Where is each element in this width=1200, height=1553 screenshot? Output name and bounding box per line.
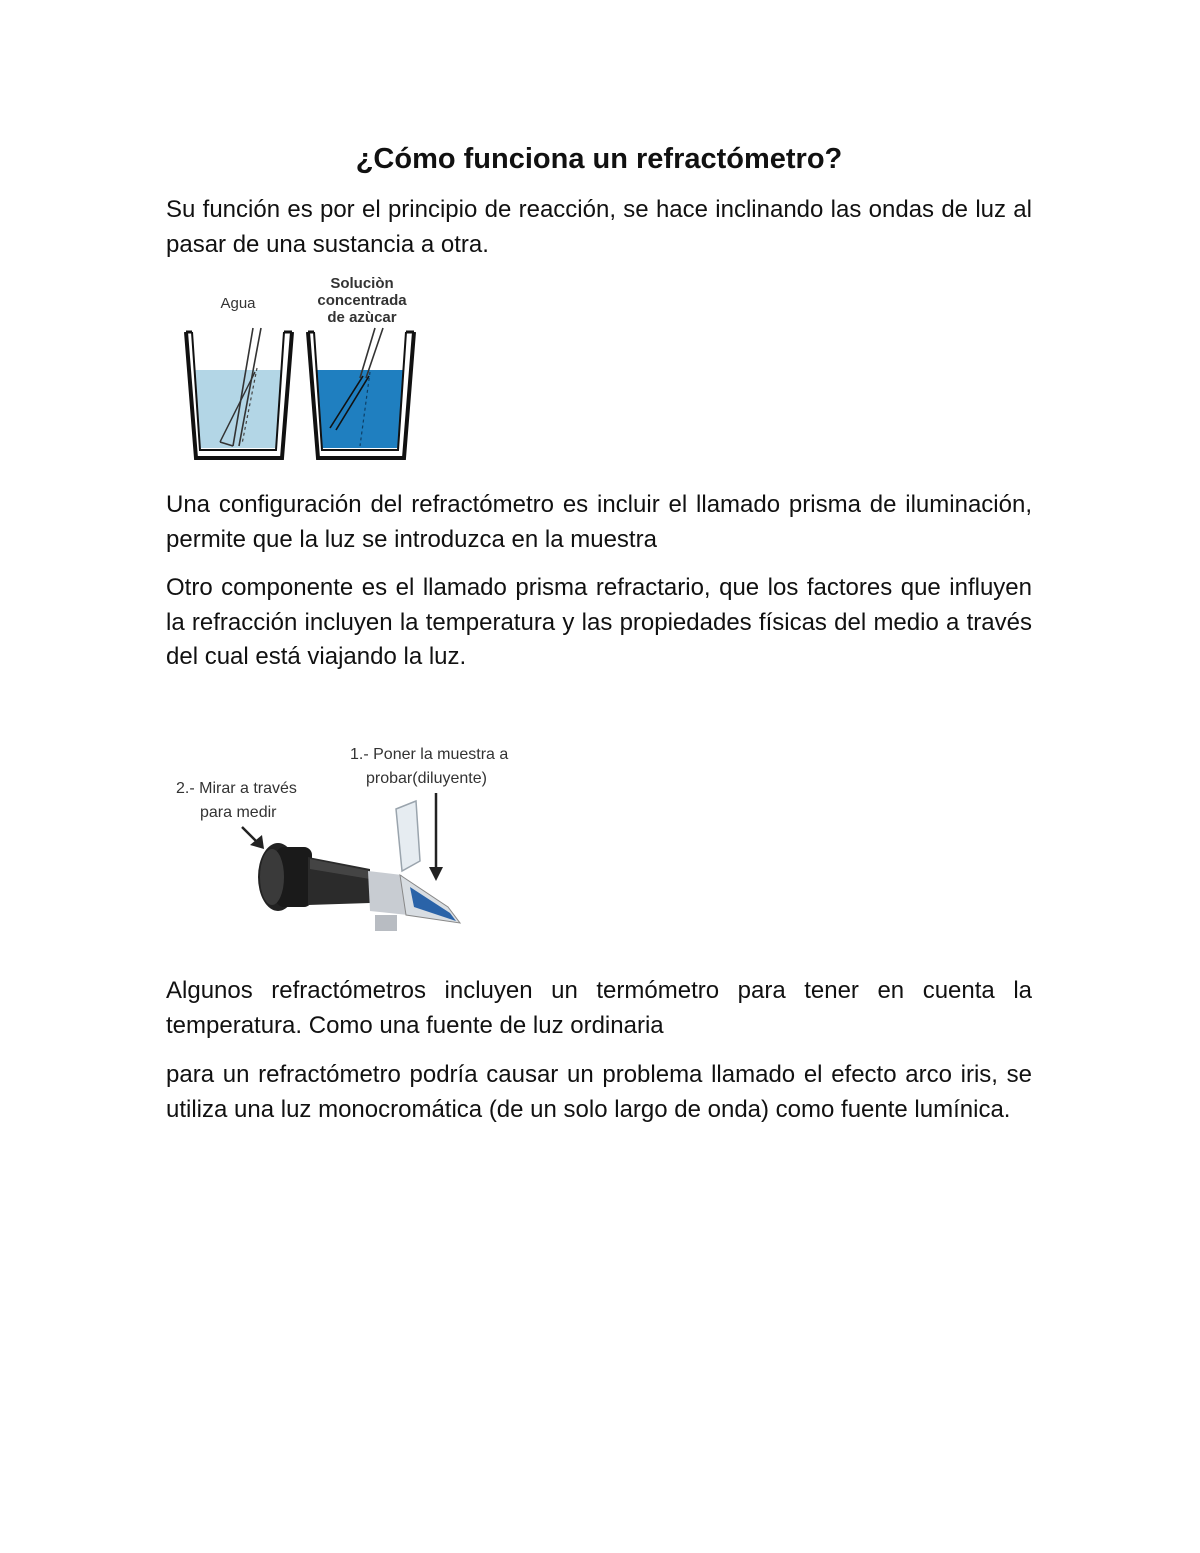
paragraph-2: Una configuración del refractómetro es incluir el llamado prisma de iluminación, permite que la luz se introduzca en la muestra [166,491,1032,553]
refractometer-device [258,801,460,931]
arrow-eyepiece-icon [242,827,264,849]
paragraph-3: Otro componente es el llamado prisma refractario, que los factores que influyen la refracción incluyen la temperatura y las propiedades físicas del medio a través del cual está viajando la luz. [166,574,1032,670]
refractometer-figure [170,735,540,950]
sugar-label-line1: Soluciòn [330,275,394,292]
beakers-figure [170,268,430,470]
step1-label-line1: 1.- Poner la muestra a [350,746,509,763]
sugar-beaker [308,328,414,458]
sugar-label-line2: concentrada [317,292,407,309]
step1-label-line2: probar(diluyente) [366,770,487,787]
step2-label-line2: para medir [200,804,277,821]
paragraph-1: Su función es por el principio de reacción, se hace inclinando las ondas de luz al pasar de una sustancia a otra. [166,196,1032,258]
step2-label-line1: 2.- Mirar a través [176,780,297,797]
sugar-label-line3: de azùcar [327,309,397,326]
water-beaker [186,328,292,458]
page-title: ¿Cómo funciona un refractómetro? [355,143,843,175]
arrow-down-icon [429,793,443,881]
water-liquid [194,370,282,448]
paragraph-5: para un refractómetro podría causar un problema llamado el efecto arco iris, se utiliza una luz monocromática (de un solo largo de onda) como fuente lumínica. [166,1061,1032,1123]
paragraph-4: Algunos refractómetros incluyen un termómetro para tener en cuenta la temperatura. Como una fuente de luz ordinaria [166,977,1032,1039]
water-label: Agua [220,295,256,312]
